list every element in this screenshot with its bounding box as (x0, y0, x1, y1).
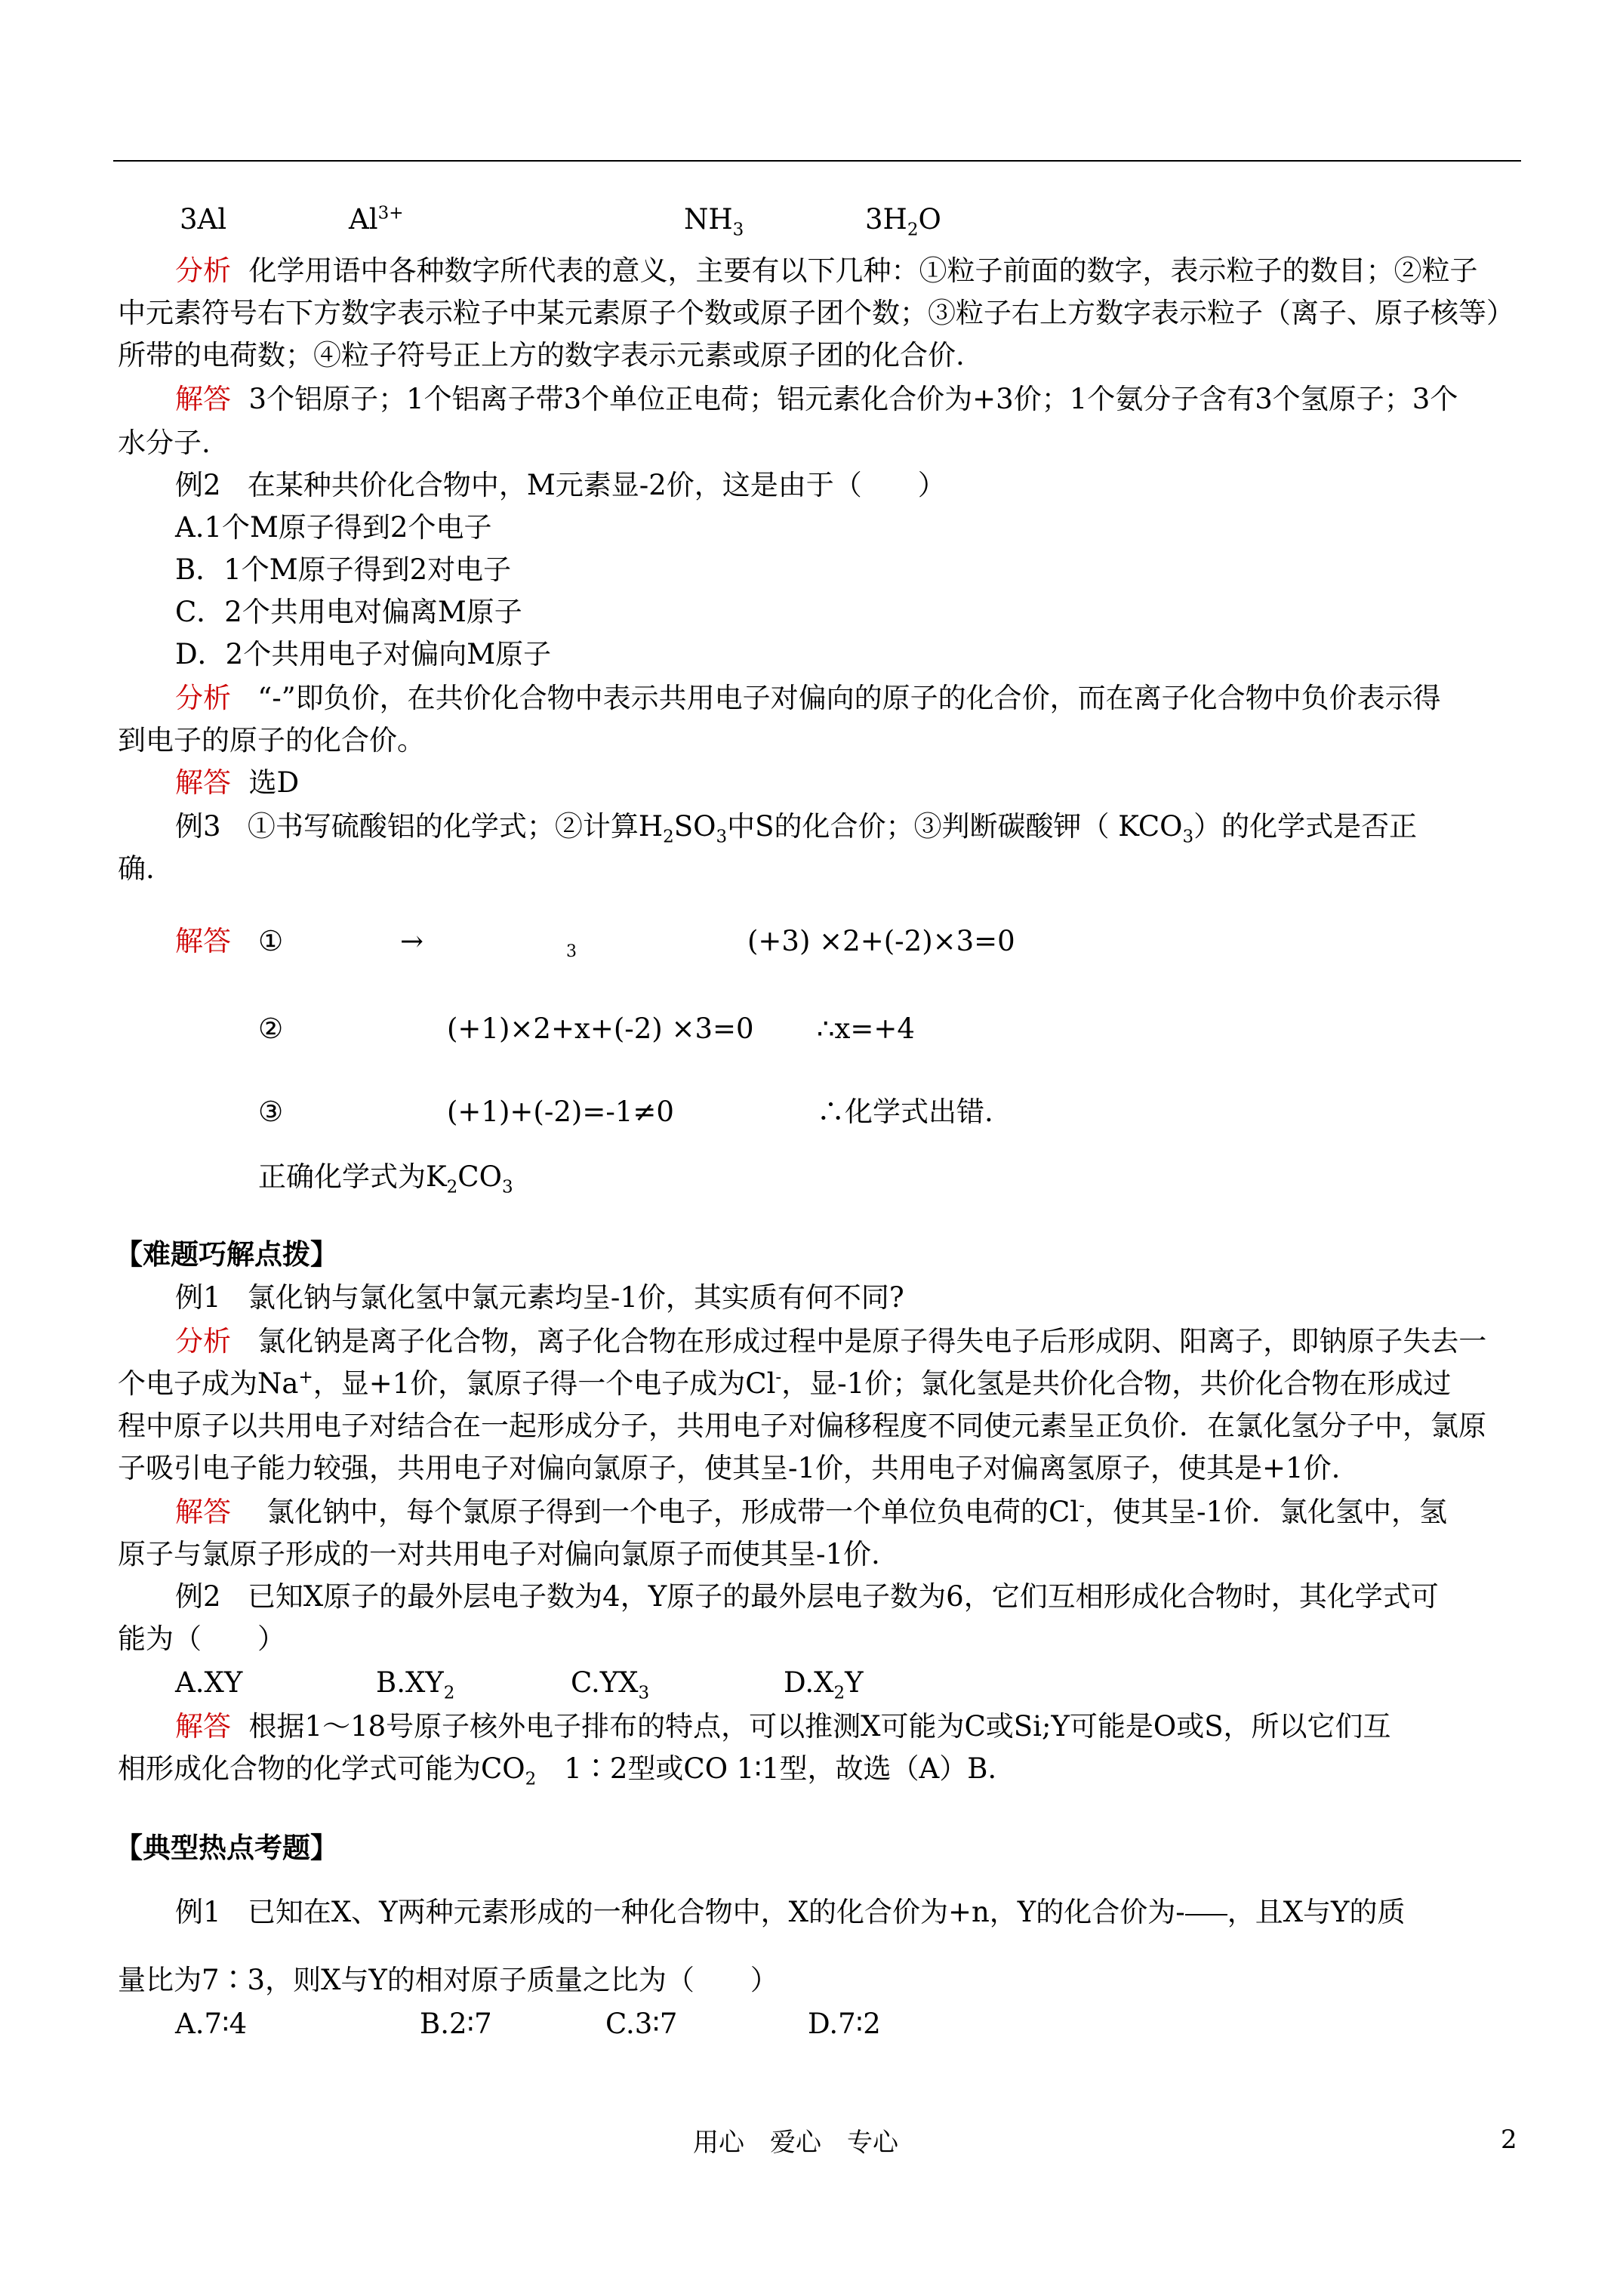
s2-ex1-option-b: B.2∶7 (420, 2008, 492, 2040)
s1-ex2-option-a: A.XY (175, 1666, 243, 1699)
s2-ex1-option-c: C.3∶7 (605, 2008, 678, 2040)
s2-ex1-question-line1: 例1 已知在X、Y两种元素形成的一种化合物中，X的化合价为+n，Y的化合价为- ，且X与Y的质 (175, 1896, 1406, 1928)
ex3-answer-label: 解答 (175, 925, 231, 957)
s1-ex1-question: 例1 氯化钠与氯化氢中氯元素均呈-1价，其实质有何不同? (175, 1281, 904, 1314)
s1-analysis-line3: 程中原子以共用电子对结合在一起形成分子，共用电子对偏移程度不同使元素呈正负价．在氯化氢分子中，氯原 (118, 1410, 1486, 1442)
s1-analysis-line1: 分析 氯化钠是离子化合物，离子化合物在形成过程中是原子得失电子后形成阴、阳离子，即钠原子失去一 (175, 1325, 1487, 1358)
s1-ex2-question-line1: 例2 已知X原子的最外层电子数为4，Y原子的最外层电子数为6，它们互相形成化合物时，其化学式可 (175, 1580, 1439, 1613)
ex2-option-a: A.1个M原子得到2个电子 (175, 511, 492, 544)
ex3-step2-calc: (+1)×2+x+(-2) ×3=0 (447, 1012, 754, 1045)
s1-analysis-line4: 子吸引电子能力较强，共用电子对偏向氯原子，使其呈-1价，共用电子对偏离氢原子，使其是+1价. (118, 1452, 1341, 1484)
s1-analysis-line2: 个电子成为Na+，显+1价，氯原子得一个电子成为Cl-，显-1价；氯化氢是共价化合物，共价化合物在形成过 (118, 1367, 1452, 1400)
ex2-answer: 解答 选D (175, 766, 300, 799)
s1-ex2-answer-line2: 相形成化合物的化学式可能为$CO_2$ 1∶2型或CO 1∶1型，故选（A）B. (118, 1752, 997, 1789)
ex1-analysis-line2: 中元素符号右下方数字表示粒子中某元素原子个数或原子团个数；③粒子右上方数字表示粒子（离子、原子核等） (118, 297, 1514, 329)
ex3-step3-result: ∴化学式出错. (817, 1096, 993, 1128)
s1-ex2-option-d: $D.X_2Y$ (784, 1666, 864, 1703)
s2-ex1-option-a: A.7∶4 (175, 2008, 248, 2040)
ex2-option-d: D．2个共用电子对偏向M原子 (175, 638, 552, 670)
s1-ex2-option-c: $C.YX_3$ (571, 1666, 650, 1703)
s1-ex2-question-line2: 能为（ ） (118, 1623, 285, 1655)
s2-ex1-question-line2: 量比为7∶3，则X与Y的相对原子质量之比为（ ） (118, 1964, 778, 1996)
ex2-analysis-line2: 到电子的原子的化合价。 (118, 724, 425, 757)
symbol-al3plus: $Al^{3+}$ (349, 203, 404, 236)
symbol-3h2o: $3H_2O$ (865, 203, 941, 240)
s1-ex2-option-b: $B.XY_2$ (376, 1666, 455, 1703)
ex1-analysis-line1: 分析 化学用语中各种数字所代表的意义，主要有以下几种：①粒子前面的数字，表示粒子的数目；②粒子 (175, 254, 1478, 287)
ex3-step1-num: ① (258, 925, 284, 957)
ex3-correct-formula: 正确化学式为$K_2CO_3$ (258, 1160, 513, 1197)
analysis-label: 分析 (175, 254, 231, 287)
ex2-analysis-line1: 分析 “-”即负价，在共价化合物中表示共用电子对偏向的原子的化合价，而在离子化合物中负价表示得 (175, 682, 1441, 714)
s1-answer-line2: 原子与氯原子形成的一对共用电子对偏向氯原子而使其呈-1价. (118, 1538, 880, 1570)
ex2-question: 例2 在某种共价化合物中，M元素显-2价，这是由于（ ） (175, 469, 946, 501)
section-heading-difficult: 【难题巧解点拨】 (115, 1237, 338, 1271)
ex2-option-b: B．1个M原子得到2对电子 (175, 553, 512, 586)
s1-ex2-answer-line1: 解答 根据1～18号原子核外电子排布的特点，可以推测X可能为C或Si;Y可能是O或S，所以它们互 (175, 1710, 1391, 1743)
ex2-option-c: C．2个共用电对偏离M原子 (175, 596, 522, 628)
ex1-answer-line1: 解答 3个铝原子；1个铝离子带3个单位正电荷；铝元素化合价为+3价；1个氨分子含有3个氢原子；3个 (175, 383, 1458, 415)
ex1-analysis-line3: 所带的电荷数；④粒子符号正上方的数字表示元素或原子团的化合价. (118, 339, 965, 371)
ex1-answer-line2: 水分子. (118, 427, 211, 459)
symbol-3al: 3Al (180, 203, 227, 236)
ex3-step1-subscript: 3 (566, 942, 577, 961)
page-footer: 用心 爱心 专心 (693, 2128, 898, 2158)
ex3-step1-arrow: → (400, 925, 424, 957)
s1-answer-line1: 解答 氯化钠中，每个氯原子得到一个电子，形成带一个单位负电荷的Cl-，使其呈-1价．氯化氢中，氢 (175, 1496, 1448, 1528)
ex3-step2-result: ∴x=+4 (817, 1012, 915, 1045)
ex3-question-line1: 例3 ①书写硫酸铝的化学式；②计算$H_2SO_3$中S的化合价；③判断碳酸钾（ $KCO_3$）的化学式是否正 (175, 810, 1418, 847)
ex3-step1-calc: (+3) ×2+(-2)×3=0 (747, 925, 1015, 957)
ex3-step2-num: ② (258, 1012, 284, 1045)
s2-ex1-option-d: D.7∶2 (808, 2008, 881, 2040)
fraction-bar (1185, 1914, 1227, 1915)
symbol-nh3: $NH_3$ (684, 203, 744, 240)
page-number: 2 (1501, 2125, 1517, 2155)
ex3-step3-num: ③ (258, 1096, 284, 1128)
ex3-question-line2: 确. (118, 852, 155, 885)
answer-label: 解答 (175, 383, 231, 415)
section-heading-hot-topics: 【典型热点考题】 (115, 1831, 338, 1864)
header-rule (113, 160, 1521, 162)
ex3-step3-calc: (+1)+(-2)=-1≠0 (447, 1096, 674, 1128)
